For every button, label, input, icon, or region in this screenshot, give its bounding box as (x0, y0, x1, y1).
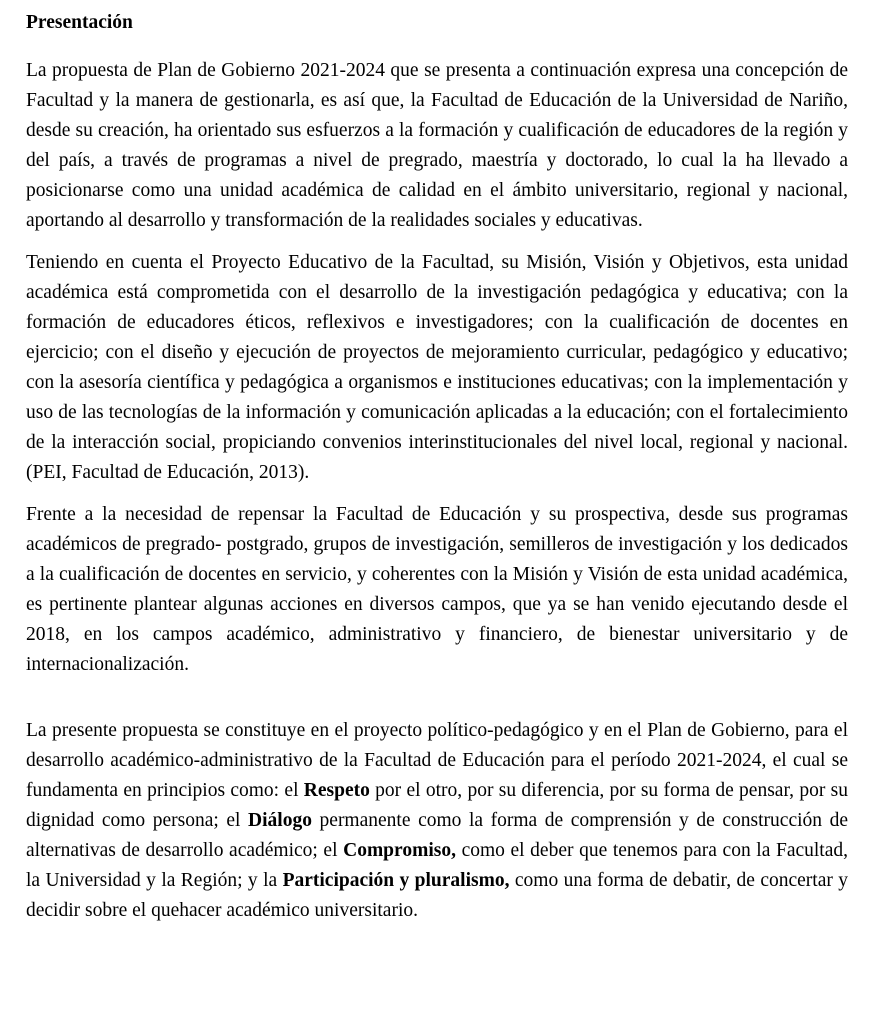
paragraph-prospective: Frente a la necesidad de repensar la Facultad de Educación y su prospectiva, desde sus programas académicos de pregrado- postgrado, grupos de investigación, semilleros de investigación y los dedicados a la cualificación de docentes en servicio, y coherentes con la Misión y Visión de esta unidad académica, es pertinente plantear algunas acciones en diversos campos, que ya se han venido ejecutando desde el 2018, en los campos académico, administrativo y financiero, de bienestar universitario y de internacionalización. (26, 504, 848, 675)
principles-text-2: por el otro, por su diferencia, por su forma de pensar, por su dignidad como persona; el (26, 780, 848, 831)
section-heading: Presentación (26, 12, 133, 33)
principle-respeto: Respeto (303, 780, 370, 801)
principles-text-5: como una forma de debatir, de concertar y decidir sobre el quehacer académico universitario. (26, 870, 849, 921)
paragraph-intro: La propuesta de Plan de Gobierno 2021-2024 que se presenta a continuación expresa una concepción de Facultad y la manera de gestionarla, es así que, la Facultad de Educación de la Universidad de Nariño, desde su creación, ha orientado sus esfuerzos a la formación y cualificación de educadores de la región y del país, a través de programas a nivel de pregrado, maestría y doctorado, lo cual la ha llevado a posicionarse como una unidad académica de calidad en el ámbito universitario, regional y nacional, aportando al desarrollo y transformación de la realidades sociales y educativas. (26, 60, 848, 231)
principles-text-3: permanente como la forma de comprensión y de construcción de alternativas de desarrollo académico; el (26, 810, 848, 861)
principles-text-4: como el deber que tenemos para con la Facultad, la Universidad y la Región; y la (26, 840, 849, 891)
paragraph-pei: Teniendo en cuenta el Proyecto Educativo de la Facultad, su Misión, Visión y Objetivos, esta unidad académica está comprometida con el desarrollo de la investigación pedagógica y educativa; con la formación de educadores éticos, reflexivos e investigadores; con la cualificación de docentes en ejercicio; con el diseño y ejecución de proyectos de mejoramiento curricular, pedagógico y educativo; con la asesoría científica y pedagógica a organismos e instituciones educativas; con la implementación y uso de las tecnologías de la información y comunicación aplicadas a la educación; con el fortalecimiento de la interacción social, propiciando convenios interinstitucionales del nivel local, regional y nacional. (PEI, Facultad de Educación, 2013). (26, 252, 848, 483)
principle-compromiso: Compromiso, (343, 840, 456, 861)
principle-participacion: Participación y pluralismo, (282, 870, 510, 891)
principles-text-1: La presente propuesta se constituye en el proyecto político-pedagógico y en el Plan de Gobierno, para el desarrollo académico-administrativo de la Facultad de Educación para el período 2021-2024, el cual se fundamenta en principios como: el (26, 720, 848, 801)
principle-dialogo: Diálogo (248, 810, 312, 831)
paragraph-principles (26, 716, 848, 926)
